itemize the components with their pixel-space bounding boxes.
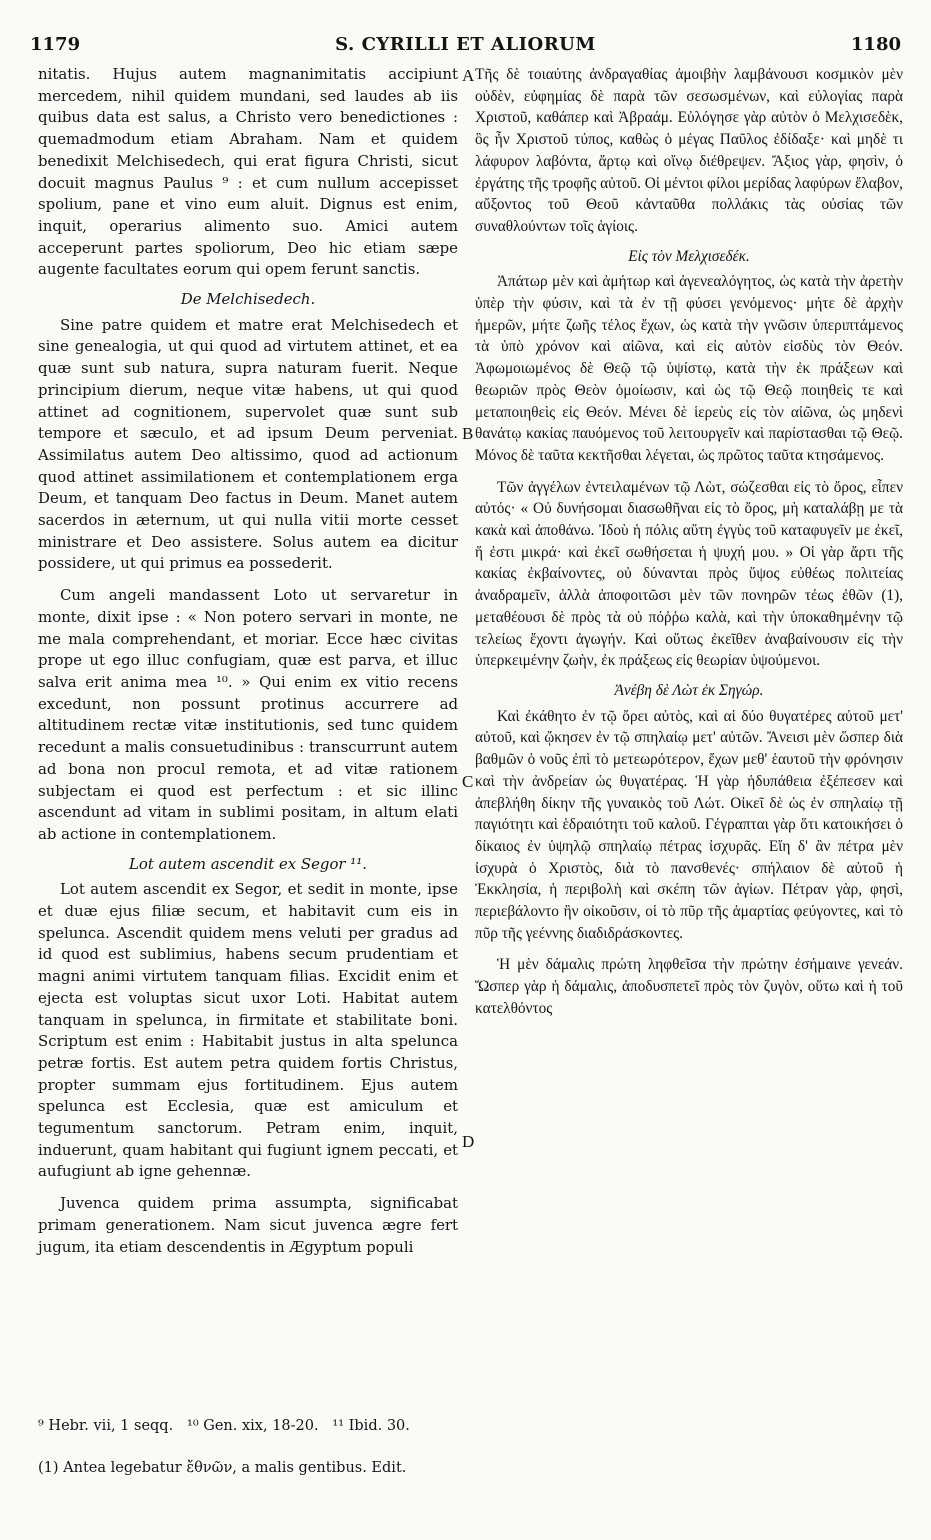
editorial-footnote: (1) Antea legebatur ἔθνῶν, a malis gentibus. Edit. xyxy=(38,1460,407,1476)
running-header xyxy=(30,34,901,60)
margin-letter-a: A xyxy=(462,66,475,85)
latin-section-heading: Lot autem ascendit ex Segor ¹¹. xyxy=(129,854,367,873)
latin-paragraph: Juvenca quidem prima assumpta, significabat primam generationem. Nam sicut juvenca ægre fert jugum, ita etiam descendentis in Ægyptum populi xyxy=(38,1194,458,1256)
latin-section-heading: De Melchisedech. xyxy=(180,290,316,309)
right-page-number: 1180 xyxy=(850,34,901,55)
latin-paragraph: Lot autem ascendit ex Segor, et sedit in monte, ipse et duæ ejus filiæ secum, et habitavit cum eis in spelunca. Ascendit quidem mens veluti per gradus ad id quod est sublimius, habens secum prudentiam et magni animi virtutem tanquam filias. Excidit enim et ejecta est voluptas sicut uxor Loti. Habitat autem tanquam in spelunca, in firmitate et stabilitate boni. Scriptum est enim : Habitabit justus in alta spelunca petræ fortis. Est autem petra quidem fortis Christus, propter summam ejus fortitudinem. Ejus autem spelunca est Ecclesia, quæ est amiculum et tegumentum sanctorum. Petram enim, inquit, induerunt, quam habitant qui fugiunt ignem peccati, et aufugiunt ab igne gehennæ. xyxy=(38,880,458,1181)
greek-section-heading: Εἰς τὸν Μελχισεδέκ. xyxy=(628,247,750,265)
latin-paragraph: Cum angeli mandassent Loto ut servaretur in monte, dixit ipse : « Non potero servari in monte, ne me mala comprehendant, et moriar. Ecce hæc civitas prope ut ego illuc confugiam, quæ est parva, et illuc salva erit anima mea ¹⁰. » Qui enim ex vitio recens excedunt, non possunt protinus accurrere ad altitudinem rectæ vitæ institutionis, sed tunc quidem recedunt a malis consuetudinibus : transcurrunt autem ad bona non procul remota, et ad vitæ rationem subjectam ei quod est perfectum : et sic illinc ascendunt ad vitam in sublimi positam, in altum elati ab actione in contemplationem. xyxy=(38,586,458,843)
greek-paragraph: Τῆς δὲ τοιαύτης ἀνδραγαθίας ἀμοιβὴν λαμβάνουσι κοσμικὸν μὲν οὐδὲν, εὐφημίας δὲ παρὰ τῶν σεσωσμένων, καὶ εὐλογίας παρὰ Χριστοῦ, καθάπερ καὶ Ἀβραάμ. Εὐλόγησε γὰρ αὐτὸν ὁ Μελχισεδὲκ, ὃς ἦν Χριστοῦ τύπος, καθὼς ὁ μέγας Παῦλος ἐδίδαξε· καὶ μηδὲ τι λάφυρον λαβόντα, ἄρτῳ καὶ οἴνῳ διέθρεψεν. Ἄξιος γὰρ, φησὶν, ὁ ἐργάτης τῆς τροφῆς αὐτοῦ. Οἱ μέντοι φίλοι μερίδας λαφύρων ἔλαβον, αὔξοντος τοῦ Θεοῦ κἀνταῦθα πολλάκις τὰς οὐσίας τῶν συναθλούντων τοῖς ἁγίοις. xyxy=(475,66,903,235)
scripture-footnotes: ⁹ Hebr. vii, 1 seqq. ¹⁰ Gen. xix, 18-20. ¹¹ Ibid. 30. xyxy=(38,1418,410,1434)
greek-paragraph: Ἀπάτωρ μὲν καὶ ἀμήτωρ καὶ ἀγενεαλόγητος, ὡς κατὰ τὴν ἀρετὴν ὑπὲρ τὴν φύσιν, καὶ τὰ ἐν τῇ φύσει γενόμενος· μήτε δὲ ἀρχὴν ἡμερῶν, μήτε ζωῆς τέλος ἔχων, ὡς κατὰ τὴν γνῶσιν ὑπεριπτάμενος τὰ ὑπὸ χρόνον καὶ αἰῶνα, καὶ εἰς αὐτὸν εἰσδὺς τὸν Θεόν. Ἀφωμοιωμένος δὲ Θεῷ τῷ ὑψίστῳ, κατὰ τὴν ἐκ πράξεων καὶ θεωριῶν πρὸς Θεὸν ὁμοίωσιν, καὶ ὡς τῷ Θεῷ ποιηθεὶς τε καὶ μεταποιηθεὶς εἰς Θεόν. Μένει δὲ ἱερεὺς εἰς τὸν αἰῶνα, ὡς μηδενὶ θανάτῳ κακίας παυόμενος τοῦ λειτουργεῖν καὶ παρίστασθαι τῷ Θεῷ. Μόνος δὲ ταῦτα κεκτῆσθαι λέγεται, ὡς πρῶτος ταῦτα κτησάμενος. xyxy=(475,273,903,464)
running-title: S. CYRILLI ET ALIORUM xyxy=(335,34,596,55)
greek-paragraph: Καὶ ἐκάθητο ἐν τῷ ὄρει αὐτὸς, καὶ αἱ δύο θυγατέρες αὐτοῦ μετ' αὐτοῦ, καὶ ᾤκησεν ἐν τῷ σπηλαίῳ μετ' αὐτῶν. Ἄνεισι μὲν ὥσπερ διὰ βαθμῶν ὁ νοῦς ἐπὶ τὸ μετεωρότερον, ἔχων μεθ' ἑαυτοῦ τὴν φρόνησιν καὶ τὴν ἀνδρείαν ὡς θυγατέρας. Ἡ γὰρ ἡδυπάθεια ἐξέπεσεν καὶ ἀπεβλήθη δίκην τῆς γυναικὸς τοῦ Λώτ. Οἰκεῖ δὲ ὡς ἐν σπηλαίῳ τῇ παγιότητι καὶ ἑδραιότητι τοῦ καλοῦ. Γέγραπται γὰρ ὅτι κατοικήσει ὁ δίκαιος ἐν ὑψηλῷ σπηλαίῳ πέτρας ἰσχυρᾶς. Εἴη δ' ἂν πέτρα μὲν ἰσχυρὰ ὁ Χριστὸς, διὰ τὸ πανσθενές· σπήλαιον δὲ αὐτοῦ ἡ Ἐκκλησία, ἡ περιβολὴ καὶ σκέπη τῶν ἁγίων. Πέτραν γὰρ, φησὶ, περιεβάλοντο ἣν οἰκοῦσιν, οἱ τὸ πῦρ τῆς ἁμαρτίας φεύγοντες, καὶ τὸ πῦρ τῆς γεέννης διαδιδράσκοντες. xyxy=(475,707,903,942)
greek-paragraph: Τῶν ἀγγέλων ἐντειλαμένων τῷ Λὼτ, σώζεσθαι εἰς τὸ ὄρος, εἶπεν αὐτός· « Οὐ δυνήσομαι διασωθῆναι εἰς τὸ ὄρος, μὴ καταλάβῃ με τὰ κακὰ καὶ ἀποθάνω. Ἰδοὺ ἡ πόλις αὕτη ἐγγὺς τοῦ καταφυγεῖν με ἐκεῖ, ἥ ἐστι μικρά· καὶ ἐκεῖ σωθήσεται ἡ ψυχή μου. » Οἱ γὰρ ἄρτι τῆς κακίας ἐκβαίνοντες, οὐ δύνανται πρὸς ὕψος εὐθέως πολιτείας ἀναδραμεῖν, ἀλλὰ ἀποφοιτῶσι μὲν τῶν πονηρῶν τέως ἐθῶν (1), μεταθέουσι δὲ πρὸς τὰ οὐ πόῤῥω καλὰ, καὶ τὴν ὑποκαθημένην τῷ τελείως ἔχοντι ἀγωγήν. Καὶ οὕτως ἐκεῖθεν ἀναβαίνουσιν εἰς τὴν ὑπερκειμένην ζωὴν, ἐκ πράξεως εἰς θεωρίαν ὑψούμενοι. xyxy=(475,478,903,670)
latin-column xyxy=(38,64,458,1258)
greek-column xyxy=(475,64,903,1020)
greek-section-heading: Ἀνέβη δὲ Λὼτ ἐκ Σηγώρ. xyxy=(614,681,764,699)
latin-paragraph: nitatis. Hujus autem magnanimitatis accipiunt mercedem, nihil quidem mundani, sed laudes ab iis quibus data est salus, a Christo vero benedictiones : quemadmodum etiam Abraham. Nam et quidem benedixit Melchisedech, qui erat figura Christi, sicut docuit magnus Paulus ⁹ : et cum nullum accepisset spolium, pane et vino eum aluit. Dignus est enim, inquit, operarius alimento suo. Amici autem acceperunt partes spoliorum, Deo hic etiam sæpe augente facultates eorum qui opem ferunt sanctis. xyxy=(38,65,458,279)
left-page-number: 1179 xyxy=(30,34,81,55)
margin-letter-c: C xyxy=(462,772,474,791)
margin-letter-d: D xyxy=(462,1132,475,1151)
margin-letter-b: B xyxy=(462,424,474,443)
greek-paragraph: Ἡ μὲν δάμαλις πρώτη ληφθεῖσα τὴν πρώτην ἐσήμαινε γενεάν. Ὥσπερ γὰρ ἡ δάμαλις, ἀποδυσπετεῖ πρὸς τὸν ζυγὸν, οὕτω καὶ ἡ τοῦ κατελθόντος xyxy=(475,956,903,1017)
latin-paragraph: Sine patre quidem et matre erat Melchisedech et sine genealogia, ut qui quod ad virtutem attinet, et ea quæ sunt sub natura, supra naturam fuerit. Neque principium dierum, neque vitæ habens, ut qui quod attinet ad cognitionem, supervolet quæ sunt sub tempore et sæculo, et ad ipsum Deum perveniat. Assimilatus autem Deo altissimo, quod ad actionum quod attinet assimilationem et contemplationem erga Deum, et tanquam Deo factus in Deum. Manet autem sacerdos in æternum, ut qui nulla vitii morte cesset ministrare et Deo assistere. Solus autem ea dicitur possidere, ut qui primus ea possederit. xyxy=(38,315,458,573)
